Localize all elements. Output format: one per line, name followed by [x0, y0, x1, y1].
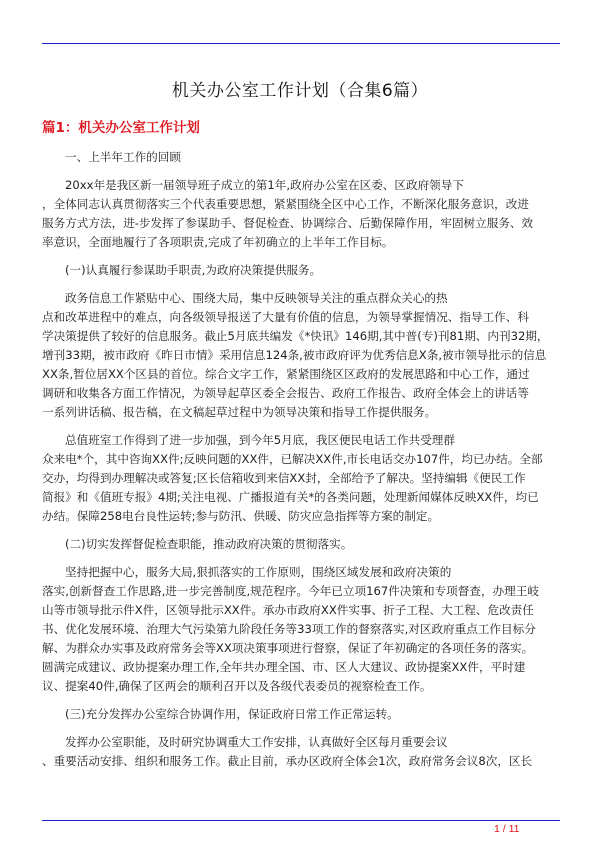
paragraph-line: 落实,创新督查工作思路,进一步完善制度,规范程序。今年已立项167件决策和专项督查，办理王岐: [42, 584, 539, 598]
header-rule: [42, 43, 560, 44]
paragraph-line: ，全体同志认真贯彻落实三个代表重要思想，紧紧围绕全区中心工作，不断深化服务意识，改进: [42, 197, 529, 211]
paragraph-line: 调研和收集各方面工作情况，为领导起草区委全会报告、政府工作报告、政府全体会上的讲话等: [42, 386, 529, 400]
subheading-one: [42, 261, 560, 280]
paragraph-line: 总值班室工作得到了进一步加强，到今年5月底，我区便民电话工作共受理群: [65, 433, 455, 447]
paragraph-line: 20xx年是我区新一届领导班子成立的第1年,政府办公室在区委、区政府领导下: [65, 178, 464, 192]
paragraph-line: 圆满完成建议、政协提案办理工作,全年共办理全国、市、区人大建议、政协提案XX件，平时建: [42, 660, 526, 674]
body-paragraph: [42, 563, 560, 696]
paragraph-line: 、重要活动安排、组织和服务工作。截止目前，承办区政府全体会1次，政府常务会议8次，区长: [42, 754, 533, 768]
paragraph-line: 议、提案40件,确保了区两会的顺利召开以及各级代表委员的视察检查工作。: [42, 679, 432, 693]
paragraph-line: 发挥办公室职能，及时研究协调重大工作安排，认真做好全区每月重要会议: [65, 735, 448, 749]
body-paragraph: [42, 176, 560, 252]
subheading-two: [42, 535, 560, 554]
paragraph-line: 一、上半年工作的回顾: [65, 150, 181, 164]
section-heading: 篇1：机关办公室工作计划: [42, 120, 200, 136]
paragraph-line: (一)认真履行参谋助手职责,为政府决策提供服务。: [65, 263, 322, 277]
document-body: [42, 148, 560, 780]
body-paragraph: [42, 289, 560, 422]
paragraph-line: 众来电*个，其中咨询XX件;反映问题的XX件，已解决XX件,市长电话交办107件，均已办结。全部: [42, 452, 543, 466]
document-title: 机关办公室工作计划（合集6篇）: [171, 81, 429, 101]
paragraph-line: (二)切实发挥督促检查职能，推动政府决策的贯彻落实。: [65, 537, 353, 551]
paragraph-line: 山等市领导批示件X件，区领导批示XX件。承办市政府XX件实事、折子工程、大工程、危改责任: [42, 603, 534, 617]
paragraph-line: 服务方式方法，进-步发挥了参谋助手、督促检查、协调综合、后勤保障作用，牢固树立服务、效: [42, 216, 534, 230]
subheading-review: [42, 148, 560, 167]
body-paragraph: [42, 733, 560, 771]
paragraph-line: XX条,暂位居XX个区县的首位。综合文字工作，紧紧围绕区区政府的发展思路和中心工作，通过: [42, 367, 530, 381]
paragraph-line: 率意识，全面地履行了各项职责,完成了年初确立的上半年工作目标。: [42, 235, 394, 249]
paragraph-line: (三)充分发挥办公室综合协调作用，保证政府日常工作正常运转。: [65, 707, 399, 721]
paragraph-line: 增刊33期，被市政府《昨日市情》采用信息124条,被市政府评为优秀信息X条,被市领导批示的信息: [42, 348, 547, 362]
body-paragraph: [42, 431, 560, 526]
page-indicator: 1 / 11: [494, 823, 520, 835]
paragraph-line: 一系列讲话稿、报告稿，在文稿起草过程中为领导决策和指导工作提供服务。: [42, 405, 437, 419]
paragraph-line: 交办，均得到办理解决或答复;区长信箱收到来信XX封，全部给予了解决。坚持编辑《便民工作: [42, 471, 526, 485]
paragraph-line: 办结。保障258电台良性运转;参与防汛、供暖、防灾应急指挥等方案的制定。: [42, 509, 440, 523]
paragraph-line: 政务信息工作紧贴中心、围绕大局，集中反映领导关注的重点群众关心的热: [65, 291, 448, 305]
paragraph-line: 简报》和《值班专报》4期;关注电视、广播报道有关*的各类问题，处理新闻媒体反映XX件，均已: [42, 490, 539, 504]
paragraph-line: 坚持把握中心，服务大局,狠抓落实的工作原则，围绕区域发展和政府决策的: [65, 565, 452, 579]
subheading-three: [42, 705, 560, 724]
paragraph-line: 点和改革进程中的难点，向各级领导报送了大量有价值的信息，为领导掌握情况、指导工作、科: [42, 310, 529, 324]
footer-rule: [42, 820, 560, 821]
paragraph-line: 书、优化发展环境、治理大气污染第九阶段任务等33项工作的督察落实,对区政府重点工作目标分: [42, 622, 536, 636]
paragraph-line: 解、为群众办实事及政府常务会等XX项决策事项进行督察，保证了年初确定的各项任务的落实。: [42, 641, 534, 655]
paragraph-line: 学决策提供了较好的信息服务。截止5月底共编发《*快讯》146期,其中普(专)刊81期、内刊32期，: [42, 329, 549, 343]
